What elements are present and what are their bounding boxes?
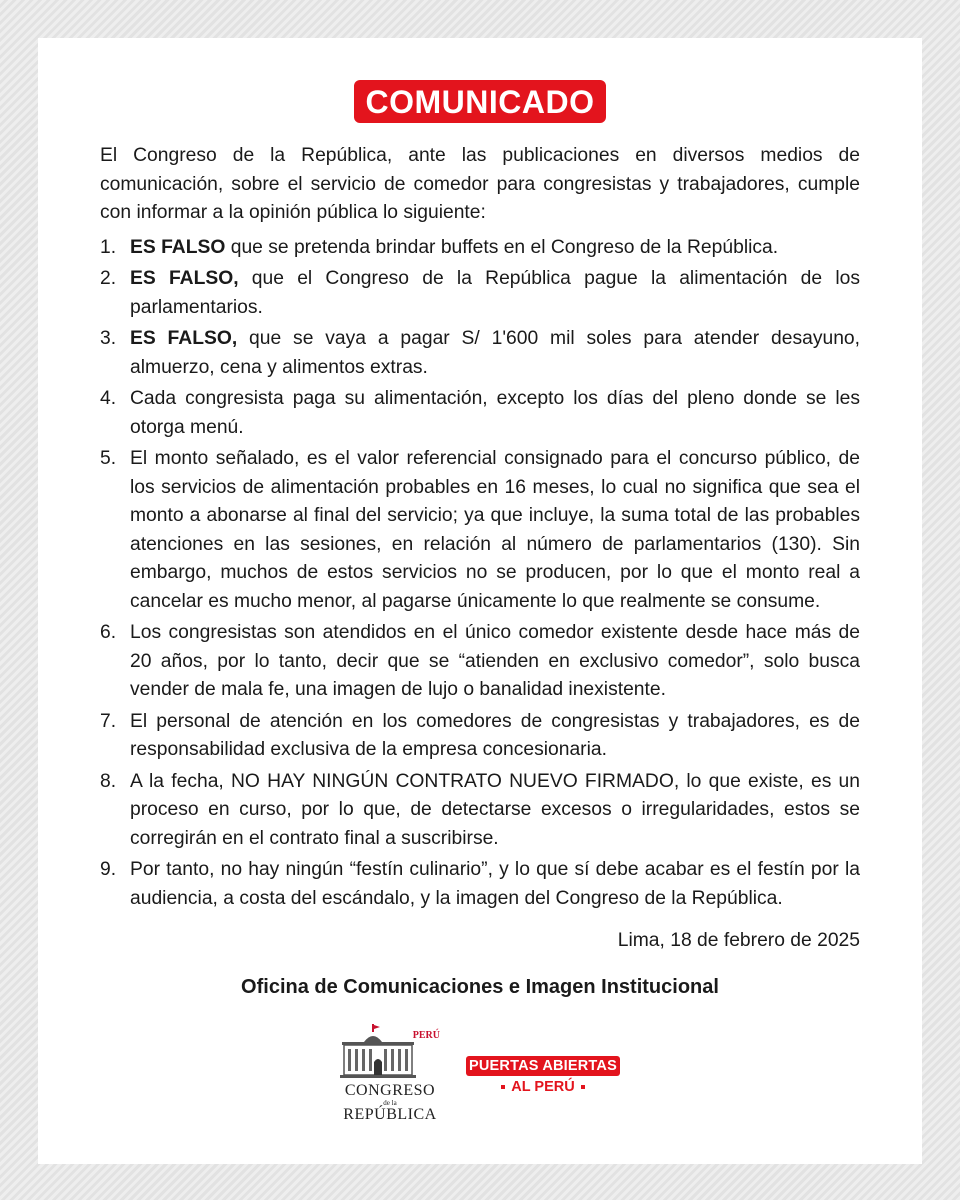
item-number: 4.: [100, 388, 117, 409]
item-number: 8.: [100, 770, 117, 792]
item-text: El monto señalado, es el valor referencial consignado para el concurso público, de los servicios de alimentación probables en 16 meses, lo cual no significa que sea el monto a abonarse al final del servicio; ya que incluye, la suma total de las probables atenciones en las sesiones, en relación al número de parlamentarios (130). Sin embargo, muchos de estos servicios no se producen, por lo que el monto real a cancelar es mucho menor, al pagarse únicamente lo que realmente se consume.: [130, 448, 860, 612]
item-number: 5.: [100, 448, 117, 469]
item-text: que se pretenda brindar buffets en el Congreso de la República.: [225, 236, 779, 258]
puertas-line2-wrap: [466, 1079, 620, 1095]
item-number: 1.: [100, 236, 117, 258]
logo-peru-label: PERÚ: [412, 1030, 440, 1041]
logo-republica-line: REPÚBLICA: [343, 1106, 437, 1123]
communique-card: [38, 38, 922, 1164]
page-title: COMUNICADO: [354, 80, 607, 123]
intro-paragraph: El Congreso de la República, ante las publicaciones en diversos medios de comunicación, sobre el servicio de comedor para congresistas y trabajadores, cumple con informar a la opinión pública lo siguiente:: [100, 145, 860, 223]
item-bold: ES FALSO,: [130, 268, 239, 289]
congress-building-icon: [338, 1024, 418, 1080]
dot-icon: [501, 1085, 505, 1089]
item-text: que se vaya a pagar S/ 1'600 mil soles para atender desayuno, almuerzo, cena y alimentos extras.: [130, 328, 860, 378]
office-signature: Oficina de Comunicaciones e Imagen Institucional: [241, 976, 719, 998]
item-number: 3.: [100, 328, 117, 349]
item-bold: ES FALSO,: [130, 328, 238, 349]
list-item: [100, 385, 860, 442]
item-text: El personal de atención en los comedores de congresistas y trabajadores, es de responsabilidad exclusiva de la empresa concesionaria.: [130, 710, 860, 760]
item-number: 2.: [100, 268, 117, 289]
list-item: [100, 234, 860, 263]
list-item: [100, 856, 860, 913]
statement-list: [100, 234, 860, 914]
puertas-line1: PUERTAS ABIERTAS: [466, 1056, 620, 1076]
item-text: A la fecha, NO HAY NINGÚN CONTRATO NUEVO FIRMADO, lo que existe, es un proceso en curso, por lo que, de detectarse excesos o irregularidades, estos se corregirán en el contrato final a suscribirse.: [130, 770, 860, 849]
item-text: que el Congreso de la República pague la alimentación de los parlamentarios.: [130, 268, 860, 318]
item-text: Por tanto, no hay ningún “festín culinario”, y lo que sí debe acabar es el festín por la audiencia, a costa del escándalo, y la imagen del Congreso de la República.: [130, 859, 860, 909]
list-item: [100, 325, 860, 382]
communique-body: [100, 142, 860, 916]
date-line: Lima, 18 de febrero de 2025: [617, 930, 860, 951]
item-number: 6.: [100, 622, 117, 643]
item-number: 9.: [100, 859, 117, 880]
list-item: [100, 265, 860, 322]
congreso-logo: [338, 1020, 442, 1126]
list-item: [100, 445, 860, 616]
item-text: Cada congresista paga su alimentación, excepto los días del pleno donde se les otorga menú.: [130, 388, 860, 438]
item-bold: ES FALSO: [130, 236, 226, 258]
logo-congreso-line: CONGRESO: [344, 1082, 436, 1099]
list-item: [100, 708, 860, 765]
list-item: [100, 619, 860, 705]
puertas-line2: AL PERÚ: [511, 1079, 575, 1095]
logo-dela: de la: [383, 1099, 397, 1107]
item-number: 7.: [100, 710, 117, 732]
dot-icon: [581, 1085, 585, 1089]
puertas-abiertas-logo: [466, 1056, 620, 1095]
list-item: [100, 768, 860, 854]
item-text: Los congresistas son atendidos en el único comedor existente desde hace más de 20 años, por lo tanto, decir que se “atienden en exclusivo comedor”, solo busca vender de mala fe, una imagen de lujo o banalidad inexistente.: [130, 622, 860, 700]
title-wrap: [38, 80, 922, 123]
